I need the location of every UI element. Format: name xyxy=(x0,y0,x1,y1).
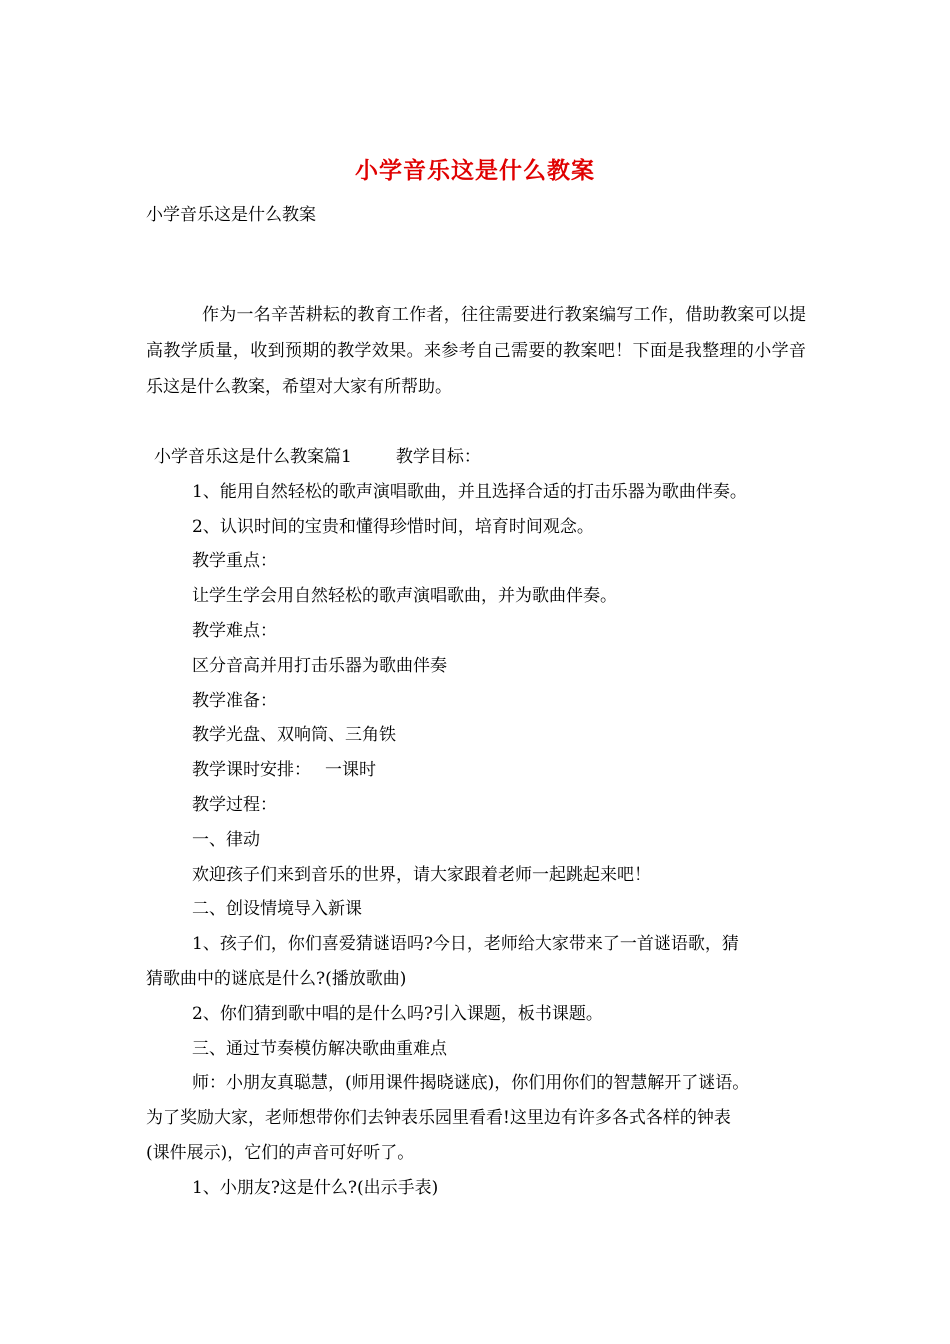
document-title: 小学音乐这是什么教案 xyxy=(355,157,595,184)
step-heading: 二、创设情境导入新课 xyxy=(192,899,362,920)
goal-item: 1、能用自然轻松的歌声演唱歌曲，并且选择合适的打击乐器为歌曲伴奏。 xyxy=(192,481,747,502)
intro-paragraph: 作为一名辛苦耕耘的教育工作者，往往需要进行教案编写工作，借助教案可以提高教学质量，收到预期的教学效果。来参考自己需要的教案吧！下面是我整理的小学音乐这是什么教案，希望对大家有所帮助。 xyxy=(146,305,806,397)
document-subtitle: 小学音乐这是什么教案 xyxy=(146,205,316,225)
step-text: 1、小朋友?这是什么?(出示手表) xyxy=(192,1177,439,1198)
step-heading: 三、通过节奏模仿解决歌曲重难点 xyxy=(192,1038,447,1059)
difficulties-heading: 教学难点： xyxy=(192,620,277,641)
chapter-heading-row xyxy=(146,440,826,475)
step-text: 师：小朋友真聪慧，(师用课件揭晓谜底)，你们用你们的智慧解开了谜语。 xyxy=(192,1073,750,1094)
key-points-text: 让学生学会用自然轻松的歌声演唱歌曲，并为歌曲伴奏。 xyxy=(192,586,617,607)
lesson-body xyxy=(146,440,826,1206)
step-text: (课件展示)，它们的声音可好听了。 xyxy=(146,1142,415,1163)
schedule-row xyxy=(146,753,826,788)
schedule-value: 一课时 xyxy=(325,760,376,781)
schedule-label: 教学课时安排： xyxy=(192,760,311,781)
step-text: 1、孩子们，你们喜爱猜谜语吗?今日，老师给大家带来了一首谜语歌，猜 xyxy=(192,934,739,955)
step-text: 猜歌曲中的谜底是什么?(播放歌曲) xyxy=(146,968,407,989)
step-text: 2、你们猜到歌中唱的是什么吗?引入课题，板书课题。 xyxy=(192,1003,603,1024)
step-text: 欢迎孩子们来到音乐的世界，请大家跟着老师一起跳起来吧！ xyxy=(192,864,651,885)
chapter-heading: 小学音乐这是什么教案篇1 xyxy=(154,447,352,467)
step-heading: 一、律动 xyxy=(192,829,260,850)
goals-heading: 教学目标： xyxy=(395,447,481,467)
process-heading: 教学过程： xyxy=(192,794,277,815)
step-text: 为了奖励大家，老师想带你们去钟表乐园里看看!这里边有许多各式各样的钟表 xyxy=(146,1108,731,1129)
goal-item: 2、认识时间的宝贵和懂得珍惜时间，培育时间观念。 xyxy=(192,516,594,537)
preparation-text: 教学光盘、双响筒、三角铁 xyxy=(192,725,396,746)
preparation-heading: 教学准备： xyxy=(192,690,277,711)
difficulties-text: 区分音高并用打击乐器为歌曲伴奏 xyxy=(192,655,447,676)
key-points-heading: 教学重点： xyxy=(192,551,277,572)
